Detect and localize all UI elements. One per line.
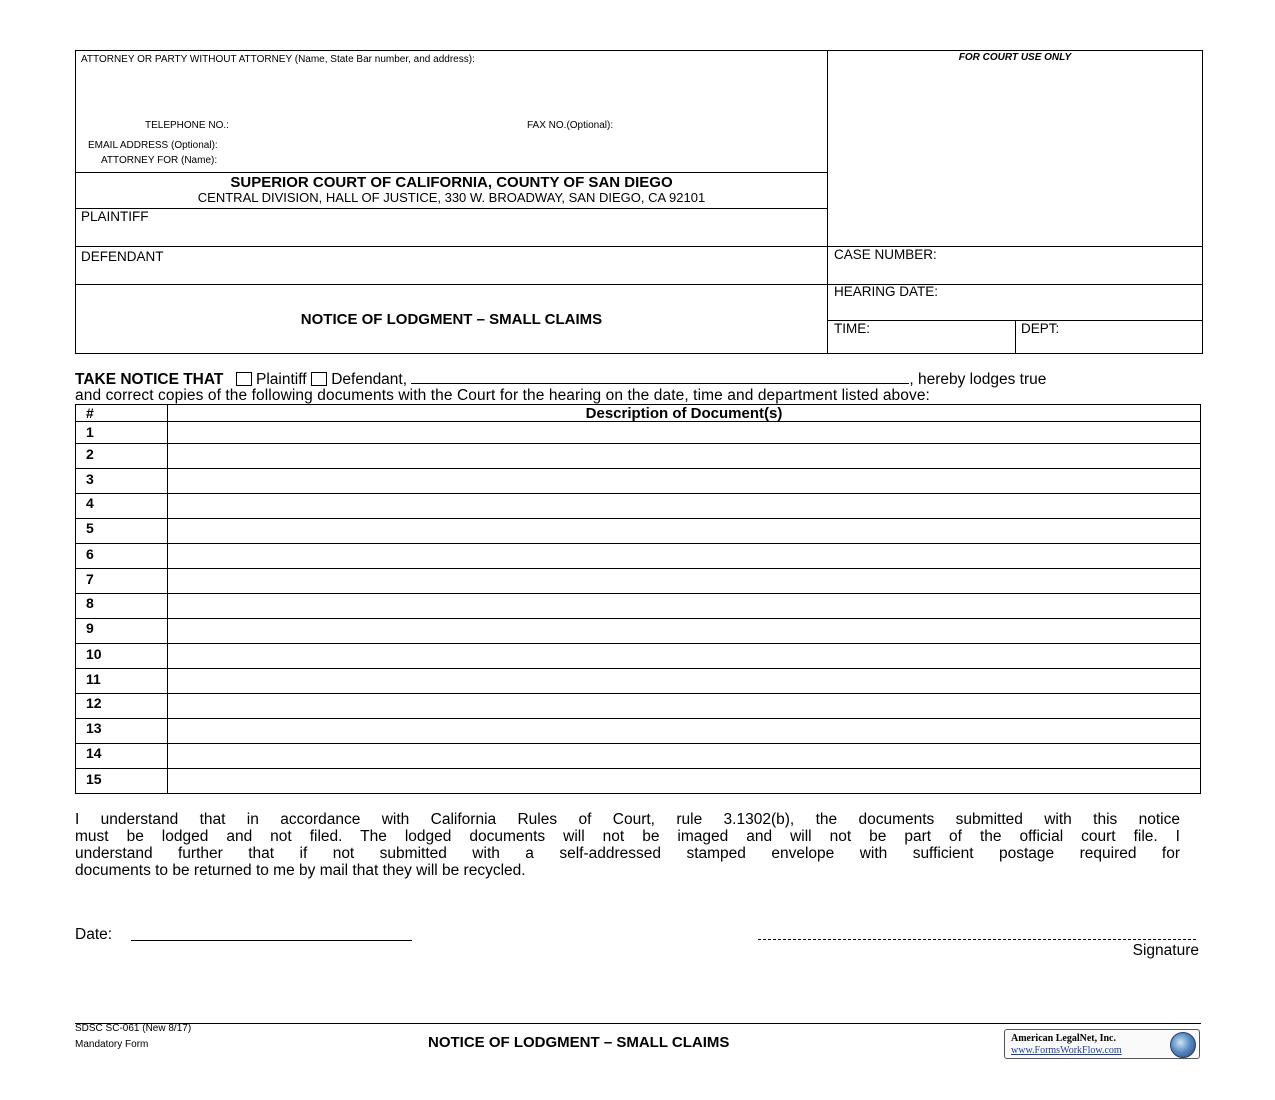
hearing-date-label: HEARING DATE: (834, 284, 939, 299)
divider (75, 284, 828, 285)
row-number: 14 (86, 745, 102, 761)
row-number: 13 (86, 720, 102, 736)
plaintiff-label: PLAINTIFF (81, 209, 149, 224)
table-col-divider (167, 404, 168, 794)
signature-label: Signature (1132, 942, 1199, 959)
vendor-name: American LegalNet, Inc. (1011, 1033, 1116, 1044)
mandatory-form: Mandatory Form (75, 1039, 149, 1050)
plaintiff-option: Plaintiff (256, 371, 307, 388)
table-row-line (75, 421, 1201, 422)
row-number: 2 (86, 446, 94, 462)
row-number: 3 (86, 471, 94, 487)
form-title: NOTICE OF LODGMENT – SMALL CLAIMS (300, 311, 603, 328)
date-field[interactable] (131, 940, 412, 941)
statement-line: I understand that in accordance with California Rules of Court, rule 3.1302(b), the documents submitted with this notice (75, 811, 1180, 828)
case-number-label: CASE NUMBER: (834, 247, 937, 262)
divider (75, 172, 828, 173)
statement-line: must be lodged and not filed. The lodged documents will not be imaged and will not be part of the official court file. I (75, 828, 1180, 845)
statement-line: documents to be returned to me by mail that they will be recycled. (75, 862, 526, 879)
globe-icon (1170, 1032, 1196, 1058)
row-number: 5 (86, 520, 94, 536)
table-row-line (75, 543, 1201, 544)
fax-label: FAX NO.(Optional): (527, 120, 614, 131)
table-row-line (75, 593, 1201, 594)
vendor-url: www.FormsWorkFlow.com (1011, 1045, 1122, 1056)
divider (75, 208, 828, 209)
table-row-line (75, 668, 1201, 669)
table-row-line (75, 768, 1201, 769)
telephone-label: TELEPHONE NO.: (145, 120, 229, 131)
table-row-line (75, 493, 1201, 494)
defendant-label: DEFENDANT (81, 249, 164, 264)
table-row-line (75, 518, 1201, 519)
dept-label: DEPT: (1021, 321, 1060, 336)
signature-line[interactable] (758, 939, 1196, 940)
table-row-line (75, 718, 1201, 719)
row-number: 11 (86, 671, 101, 687)
footer-rule (75, 1023, 1201, 1024)
documents-table (75, 404, 1201, 794)
divider (1015, 320, 1016, 354)
court-address: CENTRAL DIVISION, HALL OF JUSTICE, 330 W. BROADWAY, SAN DIEGO, CA 92101 (197, 190, 706, 205)
date-label: Date: (75, 926, 113, 943)
row-number: 7 (86, 571, 94, 587)
row-number: 6 (86, 546, 94, 562)
statement-line: understand further that if not submitted with a self-addressed stamped envelope with sufficient postage required for (75, 845, 1180, 862)
row-number: 12 (86, 695, 102, 711)
row-number: 4 (86, 495, 94, 511)
time-label: TIME: (834, 321, 870, 336)
attorney-for-label: ATTORNEY FOR (Name): (101, 155, 218, 166)
divider (75, 246, 828, 247)
footer-title: NOTICE OF LODGMENT – SMALL CLAIMS (428, 1034, 730, 1051)
court-use-box (827, 50, 1203, 354)
table-row-line (75, 468, 1201, 469)
row-number: 9 (86, 620, 94, 636)
take-notice-text: TAKE NOTICE THAT (75, 371, 224, 388)
table-col-num: # (86, 405, 94, 421)
row-number: 15 (86, 771, 102, 787)
table-row-line (75, 443, 1201, 444)
plaintiff-checkbox[interactable] (236, 372, 252, 386)
court-use-label: FOR COURT USE ONLY (958, 52, 1072, 63)
defendant-checkbox[interactable] (311, 372, 327, 386)
table-row-line (75, 618, 1201, 619)
row-number: 10 (86, 646, 102, 662)
table-col-desc: Description of Document(s) (585, 405, 783, 422)
table-row-line (75, 643, 1201, 644)
table-row-line (75, 743, 1201, 744)
party-name-field[interactable] (411, 370, 909, 384)
form-code: SDSC SC-061 (New 8/17) (75, 1023, 192, 1034)
row-number: 1 (86, 424, 94, 440)
court-name: SUPERIOR COURT OF CALIFORNIA, COUNTY OF SAN DIEGO (230, 174, 673, 191)
defendant-option: Defendant, (331, 371, 408, 388)
email-label: EMAIL ADDRESS (Optional): (88, 140, 218, 151)
table-row-line (75, 693, 1201, 694)
statement (75, 811, 1180, 879)
notice-line-2: and correct copies of the following documents with the Court for the hearing on the date, time and department listed above: (75, 387, 930, 404)
row-number: 8 (86, 595, 94, 611)
attorney-label: ATTORNEY OR PARTY WITHOUT ATTORNEY (Name, State Bar number, and address): (81, 54, 475, 65)
notice-line-end: , hereby lodges true (909, 371, 1047, 388)
table-row-line (75, 568, 1201, 569)
vendor-logo (1004, 1029, 1200, 1059)
